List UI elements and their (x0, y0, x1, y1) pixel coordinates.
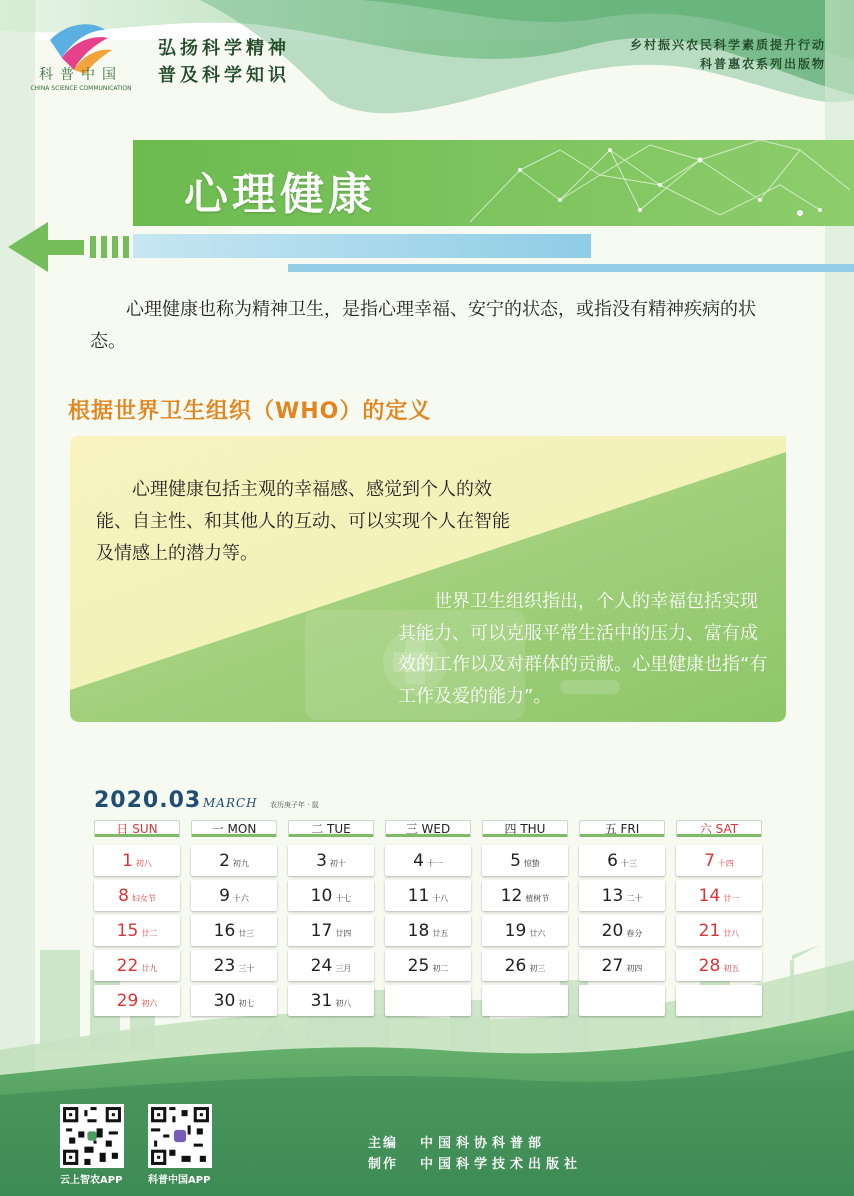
day-number: 13 (601, 886, 624, 906)
logo (26, 64, 136, 92)
calendar-day (676, 880, 762, 911)
calendar-day (191, 880, 277, 911)
day-lunar-label: 三月 (335, 964, 352, 973)
who-paragraph-1: 心理健康包括主观的幸福感、感觉到个人的效能、自主性、和其他人的互动、可以实现个人在智能及情感上的潜力等。 (96, 479, 510, 564)
day-number: 20 (601, 921, 624, 941)
day-lunar-label: 十四 (717, 859, 734, 868)
calendar-day (676, 950, 762, 981)
day-number: 29 (116, 991, 139, 1011)
day-lunar-label: 初八 (135, 859, 152, 868)
calendar-day (385, 880, 471, 911)
weekday-header: 五 FRI (579, 820, 665, 837)
calendar-day (288, 985, 374, 1016)
day-number: 21 (698, 921, 721, 941)
calendar-day (482, 950, 568, 981)
day-lunar-label: 初六 (141, 999, 158, 1008)
calendar-day (482, 880, 568, 911)
calendar-day (385, 845, 471, 876)
series-line-1: 乡村振兴农民科学素质提升行动 (629, 38, 826, 52)
calendar-day (579, 915, 665, 946)
day-number: 25 (407, 956, 430, 976)
day-number: 8 (118, 886, 129, 906)
calendar-day-empty (482, 985, 568, 1016)
day-lunar-label: 廿二 (141, 929, 158, 938)
calendar-day (94, 915, 180, 946)
day-number: 4 (413, 851, 424, 871)
slogan-line-2: 普及科学知识 (158, 65, 290, 86)
calendar-day (288, 845, 374, 876)
day-lunar-label: 二十 (626, 894, 643, 903)
day-number: 5 (510, 851, 521, 871)
day-lunar-label: 惊蛰 (523, 859, 540, 868)
day-lunar-label: 初九 (232, 859, 249, 868)
day-lunar-label: 植树节 (525, 894, 550, 903)
calendar-day (288, 915, 374, 946)
calendar-day (191, 985, 277, 1016)
day-lunar-label: 十七 (335, 894, 352, 903)
calendar-lunar-year: 农历庚子年 · 鼠 (270, 801, 319, 809)
calendar-day (191, 845, 277, 876)
day-lunar-label: 初二 (432, 964, 449, 973)
weekday-header: 四 THU (482, 820, 568, 837)
day-lunar-label: 十八 (432, 894, 449, 903)
day-number: 26 (504, 956, 527, 976)
credit-producer-value: 中国科学技术出版社 (420, 1157, 583, 1172)
weekday-header: 一 MON (191, 820, 277, 837)
day-number: 3 (316, 851, 327, 871)
who-paragraph-2: 世界卫生组织指出，个人的幸福包括实现其能力、可以克服平常生活中的压力、富有成效的工作以及对群体的贡献。心里健康也指“有工作及爱的能力”。 (398, 591, 768, 707)
credit-producer-key: 制作 (368, 1157, 399, 1172)
calendar-day (579, 950, 665, 981)
day-lunar-label: 廿四 (335, 929, 352, 938)
day-lunar-label: 初四 (626, 964, 643, 973)
calendar-day (288, 880, 374, 911)
day-lunar-label: 初三 (529, 964, 546, 973)
calendar-day (482, 915, 568, 946)
calendar-day (288, 950, 374, 981)
calendar-day (579, 880, 665, 911)
day-lunar-label: 廿八 (723, 929, 740, 938)
calendar-year-month: 2020.03 (94, 788, 202, 813)
calendar-day-empty (676, 985, 762, 1016)
day-lunar-label: 十六 (232, 894, 249, 903)
calendar-day (676, 915, 762, 946)
logo-en: CHINA SCIENCE COMMUNICATION (30, 85, 132, 92)
day-lunar-label: 十三 (620, 859, 637, 868)
day-number: 2 (219, 851, 230, 871)
day-number: 9 (219, 886, 230, 906)
qr-label-yunshang: 云上智农APP (60, 1175, 123, 1186)
calendar-month-en: MARCH (203, 796, 258, 810)
day-number: 6 (607, 851, 618, 871)
day-number: 31 (310, 991, 333, 1011)
day-number: 11 (407, 886, 430, 906)
day-lunar-label: 初七 (238, 999, 255, 1008)
day-lunar-label: 三十 (238, 964, 255, 973)
qr-code-yunshang (60, 1104, 124, 1168)
day-number: 22 (116, 956, 139, 976)
day-lunar-label: 廿六 (529, 929, 546, 938)
day-number: 17 (310, 921, 333, 941)
calendar-day (191, 915, 277, 946)
calendar-day (94, 950, 180, 981)
day-lunar-label: 廿三 (238, 929, 255, 938)
day-number: 23 (213, 956, 236, 976)
day-number: 16 (213, 921, 236, 941)
credit-editor-key: 主编 (368, 1136, 399, 1151)
credit-editor (368, 1132, 546, 1151)
day-number: 1 (122, 851, 133, 871)
day-lunar-label: 初十 (329, 859, 346, 868)
weekday-header: 日 SUN (94, 820, 180, 837)
day-lunar-label: 廿九 (141, 964, 158, 973)
weekday-header: 六 SAT (676, 820, 762, 837)
day-number: 10 (310, 886, 333, 906)
day-lunar-label: 廿一 (723, 894, 740, 903)
day-number: 14 (698, 886, 721, 906)
calendar-day (94, 880, 180, 911)
weekday-header: 三 WED (385, 820, 471, 837)
day-number: 7 (704, 851, 715, 871)
calendar-day (579, 845, 665, 876)
calendar-day-empty (385, 985, 471, 1016)
day-number: 27 (601, 956, 624, 976)
day-lunar-label: 十一 (426, 859, 443, 868)
day-number: 24 (310, 956, 333, 976)
day-lunar-label: 廿五 (432, 929, 449, 938)
day-number: 28 (698, 956, 721, 976)
calendar-day (385, 915, 471, 946)
day-number: 15 (116, 921, 139, 941)
day-lunar-label: 春分 (626, 929, 643, 938)
calendar-grid (94, 820, 762, 1020)
day-number: 30 (213, 991, 236, 1011)
day-lunar-label: 初八 (335, 999, 352, 1008)
intro-paragraph: 心理健康也称为精神卫生，是指心理幸福、安宁的状态，或指没有精神疾病的状态。 (90, 299, 756, 352)
weekday-header: 二 TUE (288, 820, 374, 837)
calendar-day-empty (579, 985, 665, 1016)
calendar-day (94, 985, 180, 1016)
page-title: 心理健康 (184, 169, 376, 220)
day-number: 18 (407, 921, 430, 941)
credit-editor-value: 中国科协科普部 (420, 1136, 547, 1151)
calendar-day (482, 845, 568, 876)
calendar-day (385, 950, 471, 981)
slogan-line-1: 弘扬科学精神 (158, 38, 290, 59)
qr-code-kepu (148, 1104, 212, 1168)
who-subheading: 根据世界卫生组织（WHO）的定义 (68, 399, 432, 424)
calendar-day (676, 845, 762, 876)
credit-producer (368, 1153, 582, 1172)
day-lunar-label: 初五 (723, 964, 740, 973)
series-line-2: 科普惠农系列出版物 (699, 57, 826, 71)
day-lunar-label: 妇女节 (131, 894, 156, 903)
qr-label-kepu: 科普中国APP (148, 1175, 211, 1186)
logo-cn: 科普中国 (39, 67, 123, 83)
day-number: 12 (500, 886, 523, 906)
calendar-day (191, 950, 277, 981)
day-number: 19 (504, 921, 527, 941)
calendar-day (94, 845, 180, 876)
